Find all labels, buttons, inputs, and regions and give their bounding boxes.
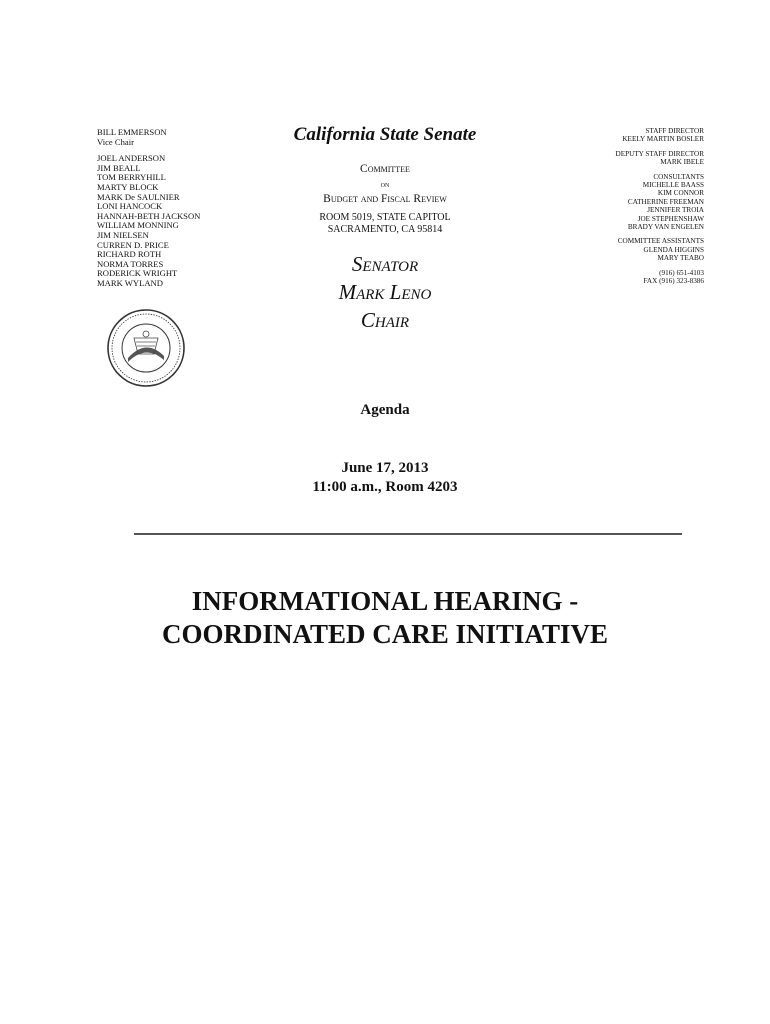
committee-line: Committee bbox=[360, 163, 410, 175]
staff-name: MICHELLE BAASS bbox=[642, 181, 704, 190]
member-name: NORMA TORRES bbox=[97, 258, 164, 269]
member-name: HANNAH-BETH JACKSON bbox=[97, 210, 201, 221]
senator-name: Mark Leno bbox=[338, 280, 432, 304]
staff-name: JENNIFER TROIA bbox=[647, 206, 704, 215]
staff-name: KEELY MARTIN BOSLER bbox=[622, 135, 704, 144]
staff-title: COMMITTEE ASSISTANTS bbox=[617, 237, 704, 246]
hearing-title bbox=[0, 585, 770, 651]
member-name: JOEL ANDERSON bbox=[97, 153, 166, 164]
hearing-date: June 17, 2013 bbox=[341, 460, 429, 476]
committee-line: Budget and Fiscal Review bbox=[323, 193, 447, 205]
member-name: RICHARD ROTH bbox=[97, 249, 162, 260]
vice-chair-role: Vice Chair bbox=[97, 136, 134, 147]
member-name: CURREN D. PRICE bbox=[97, 239, 169, 250]
staff-title: DEPUTY STAFF DIRECTOR bbox=[615, 149, 704, 158]
member-name: MARTY BLOCK bbox=[97, 181, 159, 192]
staff-name: BRADY VAN ENGELEN bbox=[627, 223, 704, 232]
member-name: JIM NIELSEN bbox=[97, 229, 149, 240]
staff-title: CONSULTANTS bbox=[653, 172, 704, 181]
agenda-heading: Agenda bbox=[360, 402, 410, 418]
hearing-time-room: 11:00 a.m., Room 4203 bbox=[312, 479, 458, 495]
staff-list bbox=[494, 127, 704, 286]
staff-name: KIM CONNOR bbox=[657, 189, 704, 198]
committee-line: on bbox=[380, 179, 390, 189]
staff-title: STAFF DIRECTOR bbox=[645, 127, 704, 135]
staff-name: MARK IBELE bbox=[660, 158, 704, 167]
member-name: MARK De SAULNIER bbox=[97, 191, 180, 202]
fax-number: FAX (916) 323-8386 bbox=[643, 277, 704, 286]
vice-chair-name: BILL EMMERSON bbox=[97, 127, 167, 137]
member-name: TOM BERRYHILL bbox=[97, 172, 166, 183]
hearing-datetime bbox=[0, 459, 770, 497]
senator-role: Chair bbox=[360, 308, 410, 332]
member-name: WILLIAM MONNING bbox=[97, 220, 179, 231]
member-name: RODERICK WRIGHT bbox=[97, 268, 178, 279]
staff-name: JOE STEPHENSHAW bbox=[637, 214, 704, 223]
senate-heading: California State Senate bbox=[293, 124, 477, 145]
address-line: ROOM 5019, STATE CAPITOL bbox=[319, 212, 451, 223]
address-line: SACRAMENTO, CA 95814 bbox=[327, 223, 443, 235]
staff-name: CATHERINE FREEMAN bbox=[627, 197, 704, 206]
staff-name: GLENDA HIGGINS bbox=[643, 245, 704, 254]
member-name: JIM BEALL bbox=[97, 162, 141, 173]
senator-title: Senator bbox=[351, 252, 419, 276]
phone-number: (916) 651-4103 bbox=[659, 268, 704, 277]
horizontal-divider bbox=[134, 533, 682, 535]
member-name: MARK WYLAND bbox=[97, 277, 163, 288]
hearing-title-line: COORDINATED CARE INITIATIVE bbox=[161, 619, 609, 649]
hearing-title-line: INFORMATIONAL HEARING - bbox=[191, 586, 579, 616]
staff-name: MARY TEABO bbox=[657, 254, 704, 263]
member-name: LONI HANCOCK bbox=[97, 201, 163, 212]
